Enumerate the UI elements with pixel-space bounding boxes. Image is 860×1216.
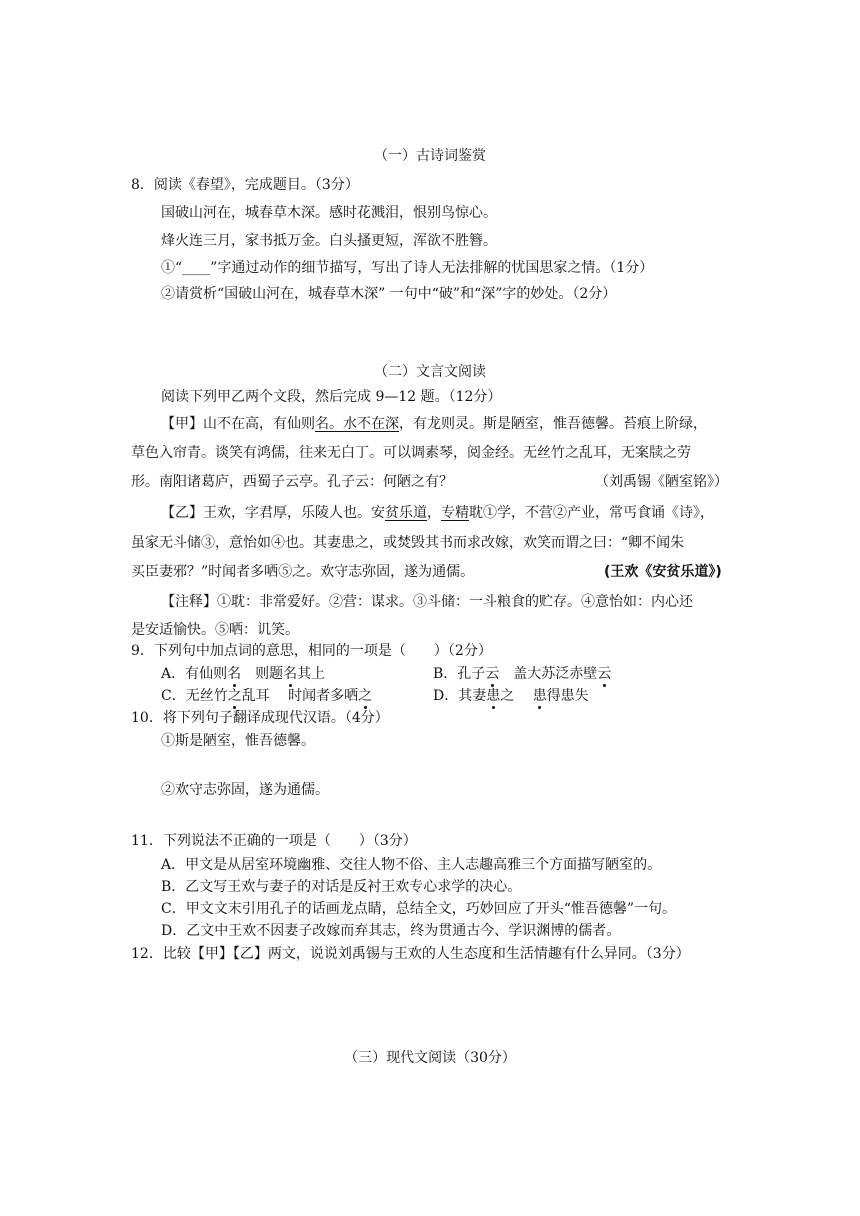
passage-yi-source: (王欢《安贫乐道》) xyxy=(604,564,722,580)
poem-line-1: 国破山河在，城春草木深。感时花溅泪，恨别鸟惊心。 xyxy=(161,205,497,221)
q9-option-c: C．无丝竹之乱耳 时闻者多哂之 xyxy=(161,688,373,704)
question-10-1: ①斯是陋室，惟吾德馨。 xyxy=(161,733,315,749)
underlined-text: 贫乐道 xyxy=(385,505,427,521)
q9-option-b: B．孔子云 盖大苏泛赤壁云 xyxy=(433,666,612,682)
dotted-char: 云 xyxy=(485,666,500,682)
question-12: 12．比较【甲】【乙】两文，说说刘禹锡与王欢的人生态度和生活情趣有什么异同。（3分） xyxy=(131,946,690,962)
passage-yi-line-2: 虽家无斗储③，意怡如④也。其妻患之，或焚毁其书而求改嫁，欢笑而谓之曰：“卿不闻朱 xyxy=(131,535,685,551)
q11-option-d: D．乙文中王欢不因妻子改嫁而弃其志，终为贯通古今、学识渊博的儒者。 xyxy=(161,923,621,939)
q9-option-a: A．有仙则名 则题名其上 xyxy=(161,666,326,682)
dotted-char: 之 xyxy=(227,688,242,704)
q11-option-c: C．甲文文末引用孔子的话画龙点睛，总结全文，巧妙回应了开头“惟吾德馨”一句。 xyxy=(161,901,677,917)
classical-intro: 阅读下列甲乙两个文段，然后完成 9—12 题。（12分） xyxy=(161,389,502,405)
question-10: 10．将下列句子翻译成现代汉语。（4分） xyxy=(131,710,389,726)
question-10-2: ②欢守志弥固，遂为通儒。 xyxy=(161,782,329,798)
passage-yi-line-3: 买臣妻邪？”时闻者多哂⑤之。欢守志弥固，遂为通儒。 xyxy=(131,564,475,580)
section-heading-classical: （二）文言文阅读 xyxy=(374,364,486,380)
poem-line-2: 烽火连三月，家书抵万金。白头搔更短，浑欲不胜簪。 xyxy=(161,233,497,249)
q9-option-d: D．其妻患之 患得患失 xyxy=(433,688,589,704)
passage-yi-line-1: 【乙】王欢，字君厚，乐陵人也。安贫乐道，专精耽①学，不营②产业，常丐食诵《诗》， xyxy=(161,505,714,521)
passage-jia-line-1: 【甲】山不在高，有仙则名。水不在深，有龙则灵。斯是陋室，惟吾德馨。苔痕上阶绿， xyxy=(161,416,707,432)
question-8-2: ②请赏析“国破山河在，城春草木深” 一句中“破”和“深”字的妙处。（2分） xyxy=(161,286,617,302)
dotted-char: 患 xyxy=(486,688,501,704)
passage-jia-source: （刘禹锡《陋室铭》） xyxy=(595,474,728,490)
q11-option-a: A．甲文是从居室环境幽雅、交往人物不俗、主人志趣高雅三个方面描写陋室的。 xyxy=(161,857,662,873)
passage-jia-line-2: 草色入帘青。谈笑有鸿儒，往来无白丁。可以调素琴，阅金经。无丝竹之乱耳，无案牍之劳 xyxy=(131,445,691,461)
section-heading-modern: （三）现代文阅读（30分） xyxy=(344,1050,516,1066)
dotted-char: 之 xyxy=(358,688,373,704)
dotted-char: 名 xyxy=(283,666,298,682)
dotted-char: 名 xyxy=(227,666,242,682)
section-heading-poetry: （一）古诗词鉴赏 xyxy=(374,148,486,164)
dotted-char: 云 xyxy=(597,666,612,682)
notes-line-2: 是安适愉快。⑤哂：讥笑。 xyxy=(131,622,299,638)
question-11: 11．下列说法不正确的一项是（ ）（3分） xyxy=(131,833,417,849)
underlined-text: 名。水不在深 xyxy=(315,416,399,432)
passage-jia-line-3: 形。南阳诸葛庐，西蜀子云亭。孔子云：何陋之有？ xyxy=(131,474,453,490)
dotted-char: 患 xyxy=(532,688,547,704)
question-8: 8．阅读《春望》，完成题目。（3分） xyxy=(131,177,359,193)
underlined-text: 专精 xyxy=(441,505,469,521)
question-8-1: ①“____”字通过动作的细节描写，写出了诗人无法排解的忧国思家之情。（1分） xyxy=(161,260,654,276)
notes-line-1: 【注释】①耽：非常爱好。②营：谋求。③斗储：一斗粮食的贮存。④意怡如：内心还 xyxy=(161,594,693,610)
q11-option-b: B．乙文写王欢与妻子的对话是反衬王欢专心求学的决心。 xyxy=(161,879,522,895)
question-9: 9．下列句中加点词的意思，相同的一项是（ ）（2分） xyxy=(131,643,492,659)
